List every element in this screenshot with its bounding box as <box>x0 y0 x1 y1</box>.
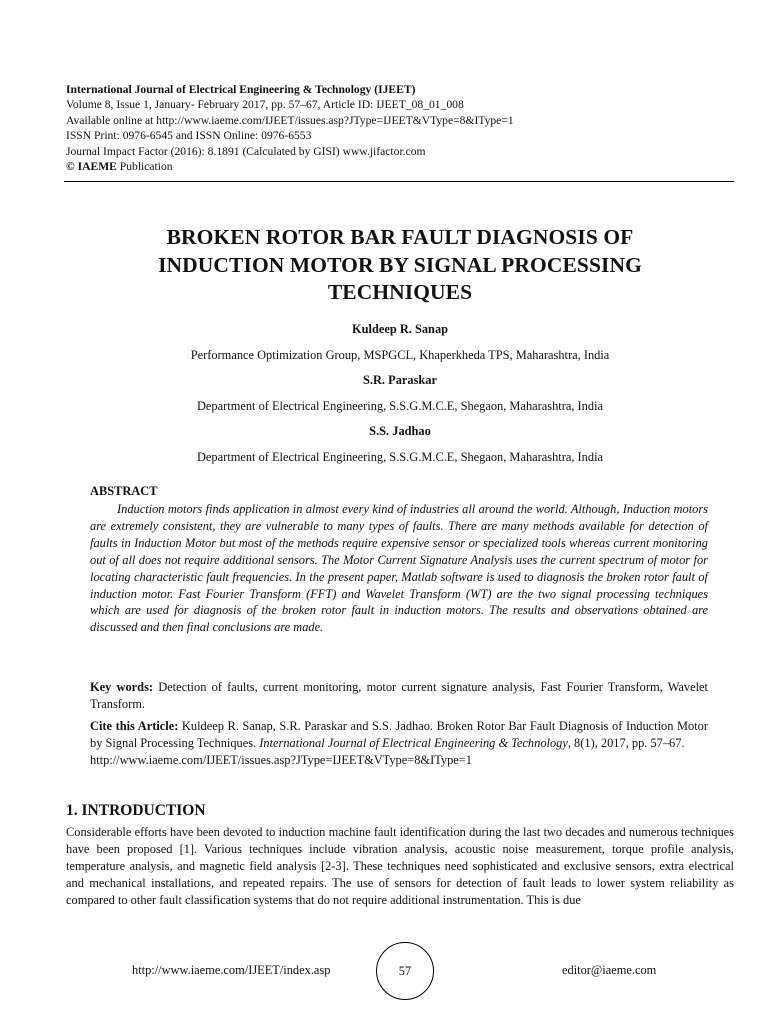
publisher-line <box>66 159 706 174</box>
abstract-heading: ABSTRACT <box>90 484 158 498</box>
author-affiliation: Department of Electrical Engineering, S.S.G.M.C.E, Shegaon, Maharashtra, India <box>196 450 604 464</box>
author-block <box>66 423 734 466</box>
introduction-text: Considerable efforts have been devoted to induction machine fault identification during the last two decades and numerous techniques have been proposed [1]. Various techniques include vibration analysis, acoustic noise measurement, torque profile analysis, temperature analysis, and magnetic field analysis [2-3]. These techniques need sophisticated and exclusive sensors, extra electrical and mechanical installations, and repeated repairs. The use of sensors for detection of fault leads to lower system reliability as compared to other fault classification systems that do not require additional instrumentation. This is due <box>66 825 734 907</box>
cite-journal: International Journal of Electrical Engineering & Technology <box>259 735 568 750</box>
header-divider <box>64 181 734 182</box>
impact-factor: Journal Impact Factor (2016): 8.1891 (Calculated by GISI) www.jifactor.com <box>66 144 426 158</box>
abstract-section <box>90 483 708 636</box>
footer-url-link[interactable]: http://www.iaeme.com/IJEET/index.asp <box>132 963 331 977</box>
publisher-name: IAEME <box>77 160 117 174</box>
cite-label: Cite this Article: <box>90 719 179 733</box>
publication-word: Publication <box>119 160 173 174</box>
keywords-section <box>90 679 708 713</box>
author-affiliation: Department of Electrical Engineering, S.S.G.M.C.E, Shegaon, Maharashtra, India <box>196 399 604 413</box>
title-line-1: BROKEN ROTOR BAR FAULT DIAGNOSIS OF <box>166 225 634 249</box>
author-name: Kuldeep R. Sanap <box>351 322 449 336</box>
author-block <box>66 372 734 415</box>
journal-header <box>66 82 706 174</box>
keywords-label: Key words: <box>90 680 154 694</box>
cite-details: , 8(1), 2017, pp. 57–67. <box>567 735 685 750</box>
paper-title <box>66 224 734 307</box>
keywords-text: Detection of faults, current monitoring, motor current signature analysis, Fast Fourier Transform, Wavelet Transform. <box>90 680 708 711</box>
footer-email-link[interactable]: editor@iaeme.com <box>562 963 657 977</box>
author-name: S.R. Paraskar <box>363 373 437 387</box>
page-number-text: 57 <box>398 963 412 978</box>
journal-name: International Journal of Electrical Engineering & Technology (IJEET) <box>66 83 416 96</box>
author-block <box>66 321 734 364</box>
abstract-text: Induction motors finds application in almost every kind of industries all around the world. Although, Induction motors are extremely consistent, they are vulnerable to many types of faults. There are many methods available for detection of faults in Induction Motor but most of the methods require expensive sensor or specialized tools whereas current monitoring out of all does not require additional sensors. The Motor Current Signature Analysis uses the current spectrum of motor for locating characteristic fault frequencies. In the present paper, Matlab software is used to diagnosis the broken rotor fault of induction motor. Fast Fourier Transform (FFT) and Wavelet Transform (WT) are the two signal processing techniques which are used for diagnosis of the broken rotor fault in induction motors. The results and observations obtained are discussed and then final conclusions are made. <box>90 502 708 635</box>
introduction-heading: 1. INTRODUCTION <box>66 802 206 819</box>
page-number <box>376 942 434 1000</box>
issn-info: ISSN Print: 0976-6545 and ISSN Online: 0976-6553 <box>66 129 312 143</box>
volume-info: Volume 8, Issue 1, January- February 2017, pp. 57–67, Article ID: IJEET_08_01_008 <box>66 98 464 112</box>
cite-text: Kuldeep R. Sanap, S.R. Paraskar and S.S. Jadhao. Broken Rotor Bar Fault Diagnosis of Induction Motor by Signal Processing Techniques. <box>90 719 708 750</box>
author-name: S.S. Jadhao <box>369 424 431 438</box>
cite-url[interactable]: http://www.iaeme.com/IJEET/issues.asp?JType=IJEET&VType=8&IType=1 <box>90 752 472 767</box>
citation-section <box>90 718 708 769</box>
available-online: Available online at http://www.iaeme.com/IJEET/issues.asp?JType=IJEET&VType=8&IType=1 <box>66 113 514 127</box>
title-line-2: INDUCTION MOTOR BY SIGNAL PROCESSING <box>158 252 642 277</box>
author-affiliation: Performance Optimization Group, MSPGCL, Khaperkheda TPS, Maharashtra, India <box>190 348 610 362</box>
title-line-3: TECHNIQUES <box>327 280 473 304</box>
copyright-symbol: © <box>66 160 75 174</box>
